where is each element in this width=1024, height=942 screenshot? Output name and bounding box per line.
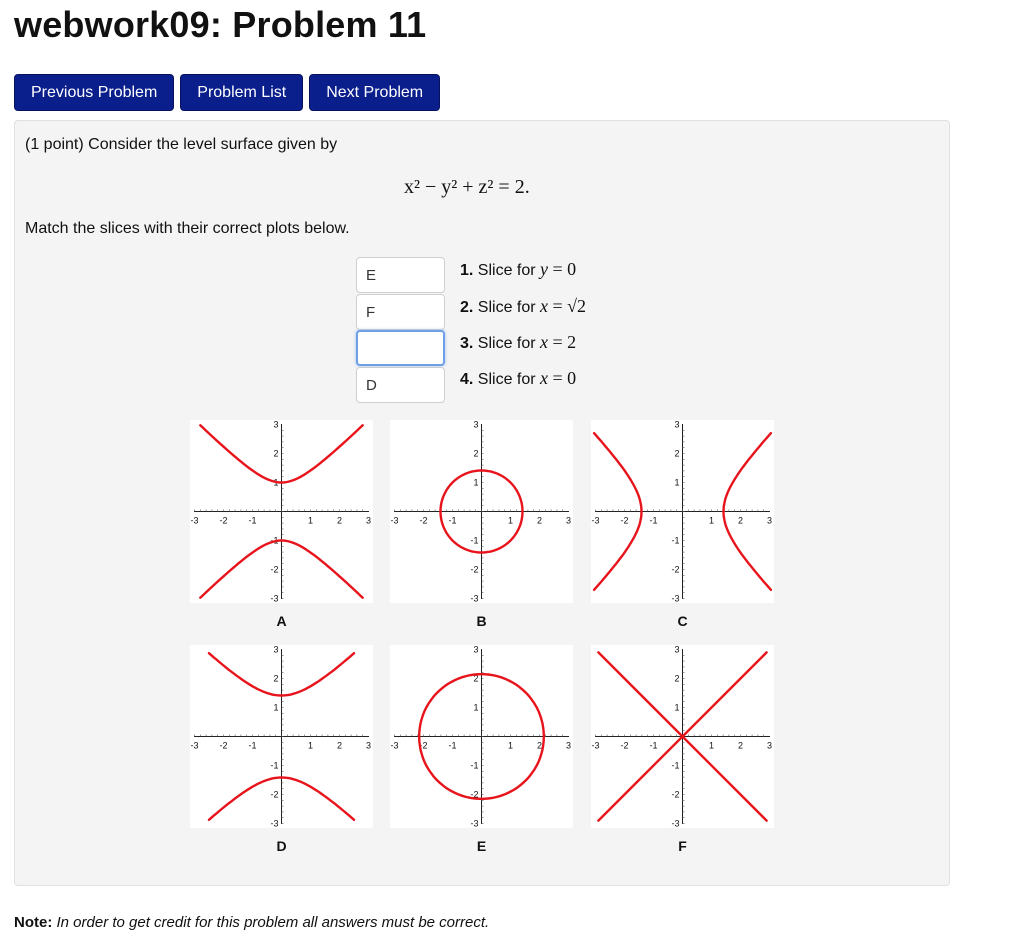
y-tick-label: 3 [674,645,680,655]
problem-navigation [14,74,440,111]
plot-a-svg [190,420,373,603]
x-tick-label: -1 [448,740,457,751]
x-tick-label: -2 [219,740,228,751]
y-tick-label: -2 [671,789,680,800]
plot-label-f: F [678,838,687,854]
x-tick-label: -1 [248,515,257,526]
y-tick-label: 1 [473,477,479,488]
note-lead: Note: [14,914,53,931]
slice-variable: x [540,332,549,352]
slice-text: Slice for [477,299,536,316]
slice-number: 2. [460,299,474,316]
x-tick-label: -2 [219,515,228,526]
x-tick-label: -2 [620,740,629,751]
y-tick-label: 3 [473,645,479,655]
x-tick-label: -3 [190,515,199,526]
y-tick-label: -1 [671,760,680,771]
y-tick-label: 2 [473,673,479,684]
slice-value: = √2 [552,296,587,316]
x-tick-label: -1 [649,515,658,526]
x-tick-label: 1 [507,515,514,526]
plot-b [390,420,573,603]
y-tick-label: -2 [270,564,279,575]
x-tick-label: 2 [737,515,744,526]
x-tick-label: -1 [649,740,658,751]
credit-note [14,914,489,931]
y-tick-label: -3 [470,593,479,603]
plot-label-a: A [276,613,287,629]
plot-c [591,420,774,603]
y-tick-label: 1 [674,477,680,488]
y-tick-label: 1 [674,702,680,713]
y-tick-label: -1 [671,535,680,546]
x-tick-label: 2 [737,740,744,751]
plot-a [190,420,373,603]
plot-f-svg [591,645,774,828]
y-tick-label: 3 [674,420,680,430]
x-tick-label: 2 [536,515,543,526]
x-tick-label: 2 [336,515,343,526]
y-tick-label: 1 [273,702,279,713]
plot-label-e: E [476,838,487,854]
problem-list-button[interactable]: Problem List [180,74,303,111]
slice-number: 1. [460,262,474,279]
y-tick-label: 3 [273,645,279,655]
plot-f [591,645,774,828]
answer-input-4[interactable] [356,367,445,403]
x-tick-label: -3 [591,515,600,526]
slice-number: 4. [460,371,474,388]
y-tick-label: -1 [470,760,479,771]
y-tick-label: -3 [671,593,680,603]
next-problem-button[interactable]: Next Problem [309,74,440,111]
slice-text: Slice for [477,371,536,388]
x-tick-label: 2 [336,740,343,751]
x-tick-label: 1 [307,515,314,526]
plot-label-b: B [476,613,487,629]
y-tick-label: 2 [674,673,680,684]
slice-number: 3. [460,335,474,352]
x-tick-label: 1 [307,740,314,751]
plot-e [390,645,573,828]
plot-b-svg [390,420,573,603]
y-tick-label: 3 [473,420,479,430]
y-tick-label: 1 [273,477,279,488]
slice-variable: x [540,296,549,316]
note-body: In order to get credit for this problem all answers must be correct. [56,914,490,931]
y-tick-label: -1 [470,535,479,546]
slice-variable: y [540,259,549,279]
problem-instructions: Match the slices with their correct plots below. [25,220,350,237]
x-tick-label: 1 [507,740,514,751]
plot-d-svg [190,645,373,828]
x-tick-label: 3 [766,740,773,751]
y-tick-label: -3 [671,818,680,828]
x-tick-label: 3 [565,740,572,751]
answer-input-1[interactable] [356,257,445,293]
y-tick-label: 3 [273,420,279,430]
x-tick-label: 3 [365,740,372,751]
slice-prompt-4 [460,368,576,389]
x-tick-label: -2 [620,515,629,526]
y-tick-label: -1 [270,760,279,771]
x-tick-label: 3 [565,515,572,526]
y-tick-label: 1 [473,702,479,713]
slice-variable: x [540,368,549,388]
x-tick-label: -3 [390,740,399,751]
y-tick-label: -2 [270,789,279,800]
y-tick-label: -3 [270,818,279,828]
plot-e-svg [390,645,573,828]
problem-intro: (1 point) Consider the level surface given by [25,136,338,153]
answer-input-3[interactable] [356,330,445,366]
previous-problem-button[interactable]: Previous Problem [14,74,174,111]
y-tick-label: -3 [470,818,479,828]
x-tick-label: -3 [591,740,600,751]
answer-input-2[interactable] [356,294,445,330]
plot-d [190,645,373,828]
y-tick-label: 2 [674,448,680,459]
slice-value: = 2 [552,332,577,352]
x-tick-label: 1 [708,515,715,526]
slice-prompt-1 [460,259,576,280]
y-tick-label: -3 [270,593,279,603]
x-tick-label: -2 [419,515,428,526]
x-tick-label: 1 [708,740,715,751]
y-tick-label: -2 [470,789,479,800]
slice-text: Slice for [477,335,536,352]
y-tick-label: -2 [671,564,680,575]
surface-equation: x² − y² + z² = 2. [404,176,530,198]
plot-label-c: C [677,613,688,629]
x-tick-label: -1 [448,515,457,526]
y-tick-label: -2 [470,564,479,575]
plot-c-svg [591,420,774,603]
x-tick-label: 3 [766,515,773,526]
slice-prompt-2 [460,296,586,317]
y-tick-label: 2 [273,448,279,459]
x-tick-label: 2 [536,740,543,751]
page-title: webwork09: Problem 11 [14,4,427,45]
x-tick-label: -3 [190,740,199,751]
y-tick-label: 2 [273,673,279,684]
plot-label-d: D [276,838,287,854]
slice-value: = 0 [552,368,577,388]
y-tick-label: 2 [473,448,479,459]
x-tick-label: -1 [248,740,257,751]
slice-value: = 0 [552,259,577,279]
slice-text: Slice for [477,262,536,279]
x-tick-label: 3 [365,515,372,526]
slice-prompt-3 [460,332,576,353]
x-tick-label: -2 [419,740,428,751]
y-tick-label: -1 [270,535,279,546]
x-tick-label: -3 [390,515,399,526]
